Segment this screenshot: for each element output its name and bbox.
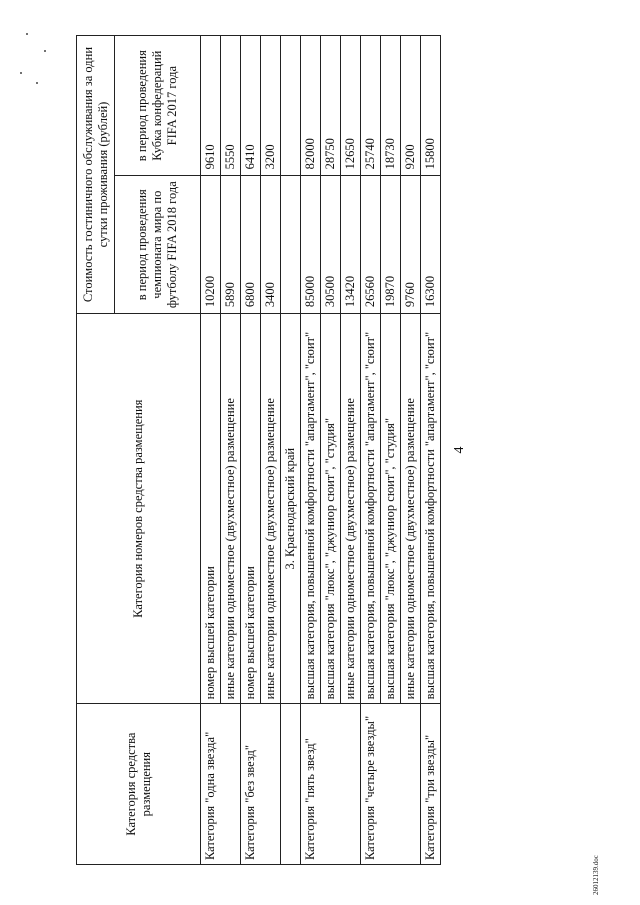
price-2017-cell: 12650 xyxy=(341,36,361,176)
header-cost: Стоимость гостиничного обслуживания за одни сутки проживания (рублей) xyxy=(77,36,115,314)
price-2017-cell: 15800 xyxy=(421,36,441,176)
region-blank-cell xyxy=(281,36,301,176)
price-2018-cell: 10200 xyxy=(201,176,221,314)
header-period-2018: в период проведения чемпионата мира по футболу FIFA 2018 года xyxy=(115,176,201,314)
price-2018-cell: 16300 xyxy=(421,176,441,314)
region-blank-cell xyxy=(281,704,301,865)
table-row xyxy=(421,36,441,865)
room-cell: высшая категория "люкс", "джуниор сюит", "студия" xyxy=(381,314,401,704)
table-row xyxy=(281,36,301,865)
price-2017-cell: 18730 xyxy=(381,36,401,176)
category-cell: Категория "три звезды" xyxy=(421,704,441,865)
table-row xyxy=(361,36,381,865)
table-row xyxy=(201,36,221,865)
room-cell: высшая категория, повышенной комфортности "апартамент", "сюит" xyxy=(361,314,381,704)
price-2017-cell: 3200 xyxy=(261,36,281,176)
price-2017-cell: 5550 xyxy=(221,36,241,176)
room-cell: высшая категория, повышенной комфортности "апартамент", "сюит" xyxy=(421,314,441,704)
price-2017-cell: 6410 xyxy=(241,36,261,176)
price-2018-cell: 85000 xyxy=(301,176,321,314)
room-cell: иные категории одноместное (двухместное) размещение xyxy=(221,314,241,704)
room-cell: высшая категория "люкс", "джуниор сюит", "студия" xyxy=(321,314,341,704)
table-row xyxy=(241,36,261,865)
price-2018-cell: 9760 xyxy=(401,176,421,314)
category-cell: Категория "пять звезд" xyxy=(301,704,361,865)
room-cell: номер высшей категории xyxy=(241,314,261,704)
price-2018-cell: 13420 xyxy=(341,176,361,314)
file-code: 26012139.doc xyxy=(592,855,600,895)
price-2017-cell: 25740 xyxy=(361,36,381,176)
room-cell: иные категории одноместное (двухместное) размещение xyxy=(261,314,281,704)
room-cell: высшая категория, повышенной комфортности "апартамент", "сюит" xyxy=(301,314,321,704)
header-period-2017: в период проведения Кубка конфедераций FIFA 2017 года xyxy=(115,36,201,176)
header-room-category: Категория номеров средства размещения xyxy=(77,314,201,704)
page-number: 4 xyxy=(452,446,467,454)
category-cell: Категория "одна звезда" xyxy=(201,704,241,865)
category-cell: Категория "без звезд" xyxy=(241,704,281,865)
price-2018-cell: 26560 xyxy=(361,176,381,314)
price-2018-cell: 6800 xyxy=(241,176,261,314)
region-heading: 3. Краснодарский край xyxy=(281,314,301,704)
price-2018-cell: 3400 xyxy=(261,176,281,314)
price-2018-cell: 30500 xyxy=(321,176,341,314)
price-2018-cell: 5890 xyxy=(221,176,241,314)
hotel-rates-table xyxy=(76,35,441,865)
room-cell: иные категории одноместное (двухместное) размещение xyxy=(341,314,361,704)
room-cell: номер высшей категории xyxy=(201,314,221,704)
table-row xyxy=(301,36,321,865)
price-2017-cell: 82000 xyxy=(301,36,321,176)
price-2017-cell: 28750 xyxy=(321,36,341,176)
price-2017-cell: 9200 xyxy=(401,36,421,176)
price-2018-cell: 19870 xyxy=(381,176,401,314)
category-cell: Категория "четыре звезды" xyxy=(361,704,421,865)
price-2017-cell: 9610 xyxy=(201,36,221,176)
room-cell: иные категории одноместное (двухместное) размещение xyxy=(401,314,421,704)
header-category: Категория средства размещения xyxy=(77,704,201,865)
region-blank-cell xyxy=(281,176,301,314)
